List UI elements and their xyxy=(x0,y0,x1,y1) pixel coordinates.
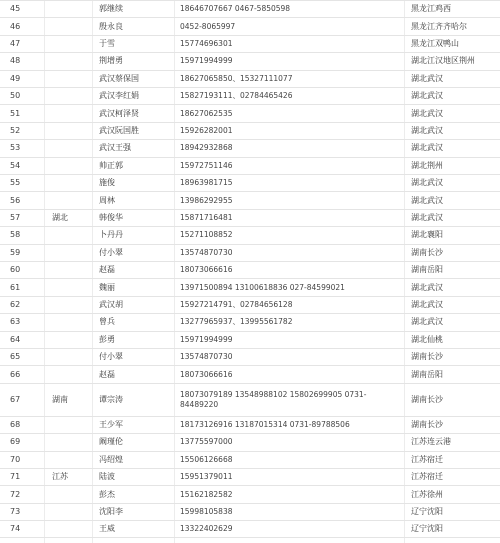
contact-name: 武汉阮国胜 xyxy=(99,125,139,135)
contact-name: 武汉柯泽贤 xyxy=(99,108,139,118)
location: 湖北武汉 xyxy=(411,195,443,205)
phone-numbers: 15971994999 xyxy=(180,56,233,66)
location: 湖北仙桃 xyxy=(411,334,443,344)
row-number: 54 xyxy=(10,160,21,170)
row-number: 57 xyxy=(10,212,21,222)
phone-numbers: 0452-8065997 xyxy=(180,21,236,31)
contact-name: 武汉李红娟 xyxy=(99,91,139,101)
phone-numbers: 13971500894 13100618836 027-84599021 xyxy=(180,282,345,292)
location: 湖北襄阳 xyxy=(411,230,443,240)
row-number: 61 xyxy=(10,282,21,292)
location: 湖北武汉 xyxy=(411,212,443,222)
contact-name: 阚瑾伦 xyxy=(99,437,123,447)
row-number: 71 xyxy=(10,472,21,482)
phone-numbers: 15271108852 xyxy=(180,230,233,240)
contact-name: 彭杰 xyxy=(99,489,115,499)
contact-name: 陆波 xyxy=(99,472,115,482)
row-number: 60 xyxy=(10,265,21,275)
row-number: 66 xyxy=(10,369,21,379)
row-number: 50 xyxy=(10,91,21,101)
row-number: 73 xyxy=(10,506,21,516)
location: 湖北江汉地区荆州 xyxy=(411,56,475,66)
phone-numbers: 15951379011 xyxy=(180,472,233,482)
location: 湖北武汉 xyxy=(411,73,443,83)
contact-name: 赵磊 xyxy=(99,265,115,275)
phone-numbers: 15926282001 xyxy=(180,125,233,135)
row-number: 74 xyxy=(10,523,21,533)
location: 湖北武汉 xyxy=(411,143,443,153)
contact-name: 赵磊 xyxy=(99,369,115,379)
phone-numbers: 18073066616 xyxy=(180,369,233,379)
location: 江苏连云港 xyxy=(411,437,451,447)
row-number: 45 xyxy=(10,4,21,14)
phone-numbers: 15774696301 xyxy=(180,38,233,48)
location: 湖北武汉 xyxy=(411,282,443,292)
contact-name: 周林 xyxy=(99,195,115,205)
location: 湖南长沙 xyxy=(411,419,443,429)
location: 湖北荆州 xyxy=(411,160,443,170)
location: 湖北武汉 xyxy=(411,178,443,188)
location: 辽宁沈阳 xyxy=(411,506,443,516)
location: 湖南长沙 xyxy=(411,394,443,404)
phone-numbers: 18173126916 13187015314 0731-89788506 xyxy=(180,419,350,429)
location: 江苏宿迁 xyxy=(411,454,443,464)
table-row xyxy=(0,520,500,537)
phone-numbers: 13775597000 xyxy=(180,437,233,447)
phone-numbers: 15506126668 xyxy=(180,454,233,464)
row-number: 70 xyxy=(10,454,21,464)
contact-name: 武汉蔡保国 xyxy=(99,73,139,83)
contact-name: 冯绍煌 xyxy=(99,454,123,464)
province-label: 江苏 xyxy=(52,472,68,482)
row-number: 63 xyxy=(10,317,21,327)
row-number: 58 xyxy=(10,230,21,240)
phone-numbers: 13574870730 xyxy=(180,352,233,362)
phone-numbers: 13322402629 xyxy=(180,523,233,533)
location: 湖南长沙 xyxy=(411,352,443,362)
location: 湖北武汉 xyxy=(411,125,443,135)
contact-name: 沈阳李 xyxy=(99,506,123,516)
contact-name: 帅正郭 xyxy=(99,160,123,170)
location: 黑龙江双鸭山 xyxy=(411,38,459,48)
row-number: 52 xyxy=(10,125,21,135)
contact-name: 魏丽 xyxy=(99,282,115,292)
location: 湖南岳阳 xyxy=(411,265,443,275)
row-number: 47 xyxy=(10,38,21,48)
location: 湖北武汉 xyxy=(411,91,443,101)
row-number: 64 xyxy=(10,334,21,344)
phone-numbers: 15827193111、02784465426 xyxy=(180,91,293,101)
row-number: 62 xyxy=(10,299,21,309)
contact-name: 韩俊华 xyxy=(99,212,123,222)
phone-numbers: 18073079189 13548988102 15802699905 0731-84489220 xyxy=(180,389,367,409)
row-number: 48 xyxy=(10,56,21,66)
phone-numbers: 15927214791、02784656128 xyxy=(180,299,293,309)
row-number: 65 xyxy=(10,352,21,362)
phone-numbers: 15972751146 xyxy=(180,160,233,170)
row-number: 46 xyxy=(10,21,21,31)
location: 湖北武汉 xyxy=(411,299,443,309)
row-number: 59 xyxy=(10,247,21,257)
contact-name: 王少军 xyxy=(99,419,123,429)
phone-numbers: 18646707667 0467-5850598 xyxy=(180,4,291,14)
contact-name: 郭继续 xyxy=(99,4,123,14)
location: 湖北武汉 xyxy=(411,317,443,327)
contact-name: 卜丹丹 xyxy=(99,230,123,240)
contact-name: 付小翠 xyxy=(99,352,123,362)
contact-name: 施俊 xyxy=(99,178,115,188)
phone-numbers: 18942932868 xyxy=(180,143,233,153)
phone-numbers: 13574870730 xyxy=(180,247,233,257)
contact-name: 彭勇 xyxy=(99,334,115,344)
row-number: 67 xyxy=(10,394,21,404)
contact-name: 付小翠 xyxy=(99,247,123,257)
contact-name: 王威 xyxy=(99,523,115,533)
row-number: 53 xyxy=(10,143,21,153)
row-number: 51 xyxy=(10,108,21,118)
phone-numbers: 18963981715 xyxy=(180,178,233,188)
location: 湖南长沙 xyxy=(411,247,443,257)
location: 黑龙江齐齐哈尔 xyxy=(411,21,467,31)
phone-numbers: 18627065850、15327111077 xyxy=(180,73,293,83)
province-label: 湖南 xyxy=(52,394,68,404)
row-number: 68 xyxy=(10,419,21,429)
phone-numbers: 15971994999 xyxy=(180,334,233,344)
province-label: 湖北 xyxy=(52,212,68,222)
contact-name: 殷永良 xyxy=(99,21,123,31)
row-number: 72 xyxy=(10,489,21,499)
row-number: 56 xyxy=(10,195,21,205)
table-row xyxy=(0,0,500,17)
phone-numbers: 15871716481 xyxy=(180,212,233,222)
table-row xyxy=(0,35,500,52)
location: 辽宁沈阳 xyxy=(411,523,443,533)
phone-numbers: 13986292955 xyxy=(180,195,233,205)
location: 湖南岳阳 xyxy=(411,369,443,379)
contact-name: 曾兵 xyxy=(99,317,115,327)
contact-name: 于雪 xyxy=(99,38,115,48)
phone-numbers: 15162182582 xyxy=(180,489,233,499)
row-number: 55 xyxy=(10,178,21,188)
contact-name: 谭宗涛 xyxy=(99,394,123,404)
contact-name: 武汉王强 xyxy=(99,143,131,153)
table-row xyxy=(0,17,500,34)
phone-numbers: 18627062535 xyxy=(180,108,233,118)
phone-numbers: 18073066616 xyxy=(180,265,233,275)
row-number: 49 xyxy=(10,73,21,83)
location: 黑龙江鸡西 xyxy=(411,4,451,14)
phone-numbers: 13277965937、13995561782 xyxy=(180,317,293,327)
contact-name: 荆增勇 xyxy=(99,56,123,66)
contact-name: 武汉胡 xyxy=(99,299,123,309)
location: 江苏宿迁 xyxy=(411,472,443,482)
location: 湖北武汉 xyxy=(411,108,443,118)
row-number: 69 xyxy=(10,437,21,447)
location: 江苏徐州 xyxy=(411,489,443,499)
phone-numbers: 15998105838 xyxy=(180,506,233,516)
